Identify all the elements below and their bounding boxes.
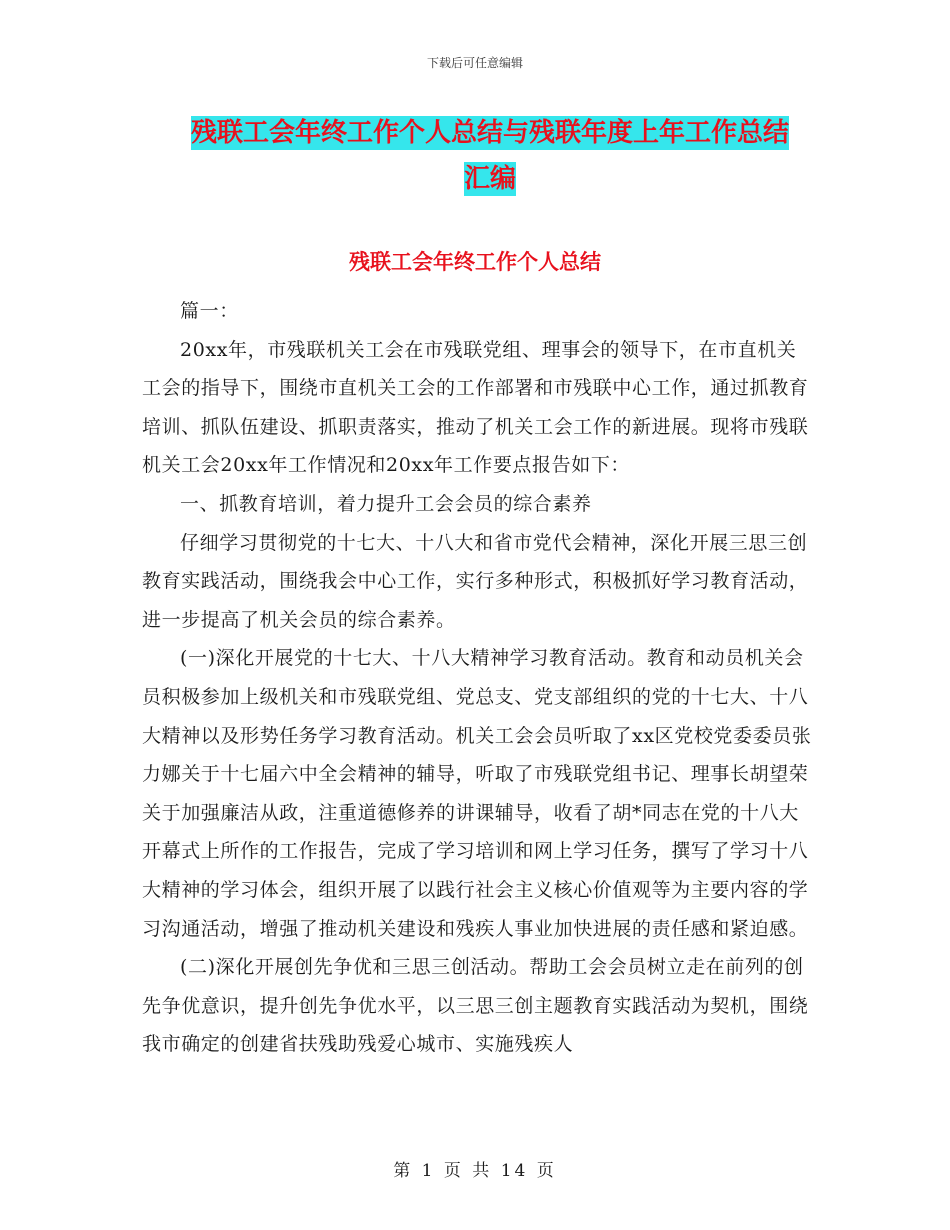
main-title [150,110,830,202]
paragraph: 20xx年，市残联机关工会在市残联党组、理事会的领导下，在市直机关工会的指导下，围绕市直机关工会的工作部署和市残联中心工作，通过抓教育培训、抓队伍建设、抓职责落实，推动了机关工会工作的新进展。现将市残联机关工会20xx年工作情况和20xx年工作要点报告如下： [142,338,809,477]
body-text [142,292,812,1064]
paragraph: (一)深化开展党的十七大、十八大精神学习教育活动。教育和动员机关会员积极参加上级机关和市残联党组、党总支、党支部组织的党的十七大、十八大精神以及形势任务学习教育活动。机关工会会员听取了xx区党校党委委员张力娜关于十七届六中全会精神的辅导，听取了市残联党组书记、理事长胡望荣关于加强廉洁从政，注重道德修养的讲课辅导，收看了胡*同志在党的十八大开幕式上所作的工作报告，完成了学习培训和网上学习任务，撰写了学习十八大精神的学习体会，组织开展了以践行社会主义核心价值观等为主要内容的学习沟通活动，增强了推动机关建设和残疾人事业加快进展的责任感和紧迫感。 [142,647,812,940]
main-title-line2: 汇编 [463,164,516,194]
header-note: 下载后可任意编辑 [426,56,523,70]
page-number-footer: 第 1 页 共 14 页 [393,1161,557,1181]
paragraph: (二)深化开展创先争优和三思三创活动。帮助工会会员树立走在前列的创先争优意识，提升创先争优水平，以三思三创主题教育实践活动为契机，围绕我市确定的创建省扶残助残爱心城市、实施残疾人 [142,956,809,1056]
paragraph: 篇一： [180,300,239,322]
section-title: 残联工会年终工作个人总结 [349,250,601,274]
main-title-line1: 残联工会年终工作个人总结与残联年度上年工作总结 [190,118,789,148]
paragraph: 仔细学习贯彻党的十七大、十八大和省市党代会精神，深化开展三思三创教育实践活动，围绕我会中心工作，实行多种形式，积极抓好学习教育活动，进一步提高了机关会员的综合素养。 [142,531,809,631]
paragraph: 一、抓教育培训，着力提升工会会员的综合素养 [180,492,592,515]
